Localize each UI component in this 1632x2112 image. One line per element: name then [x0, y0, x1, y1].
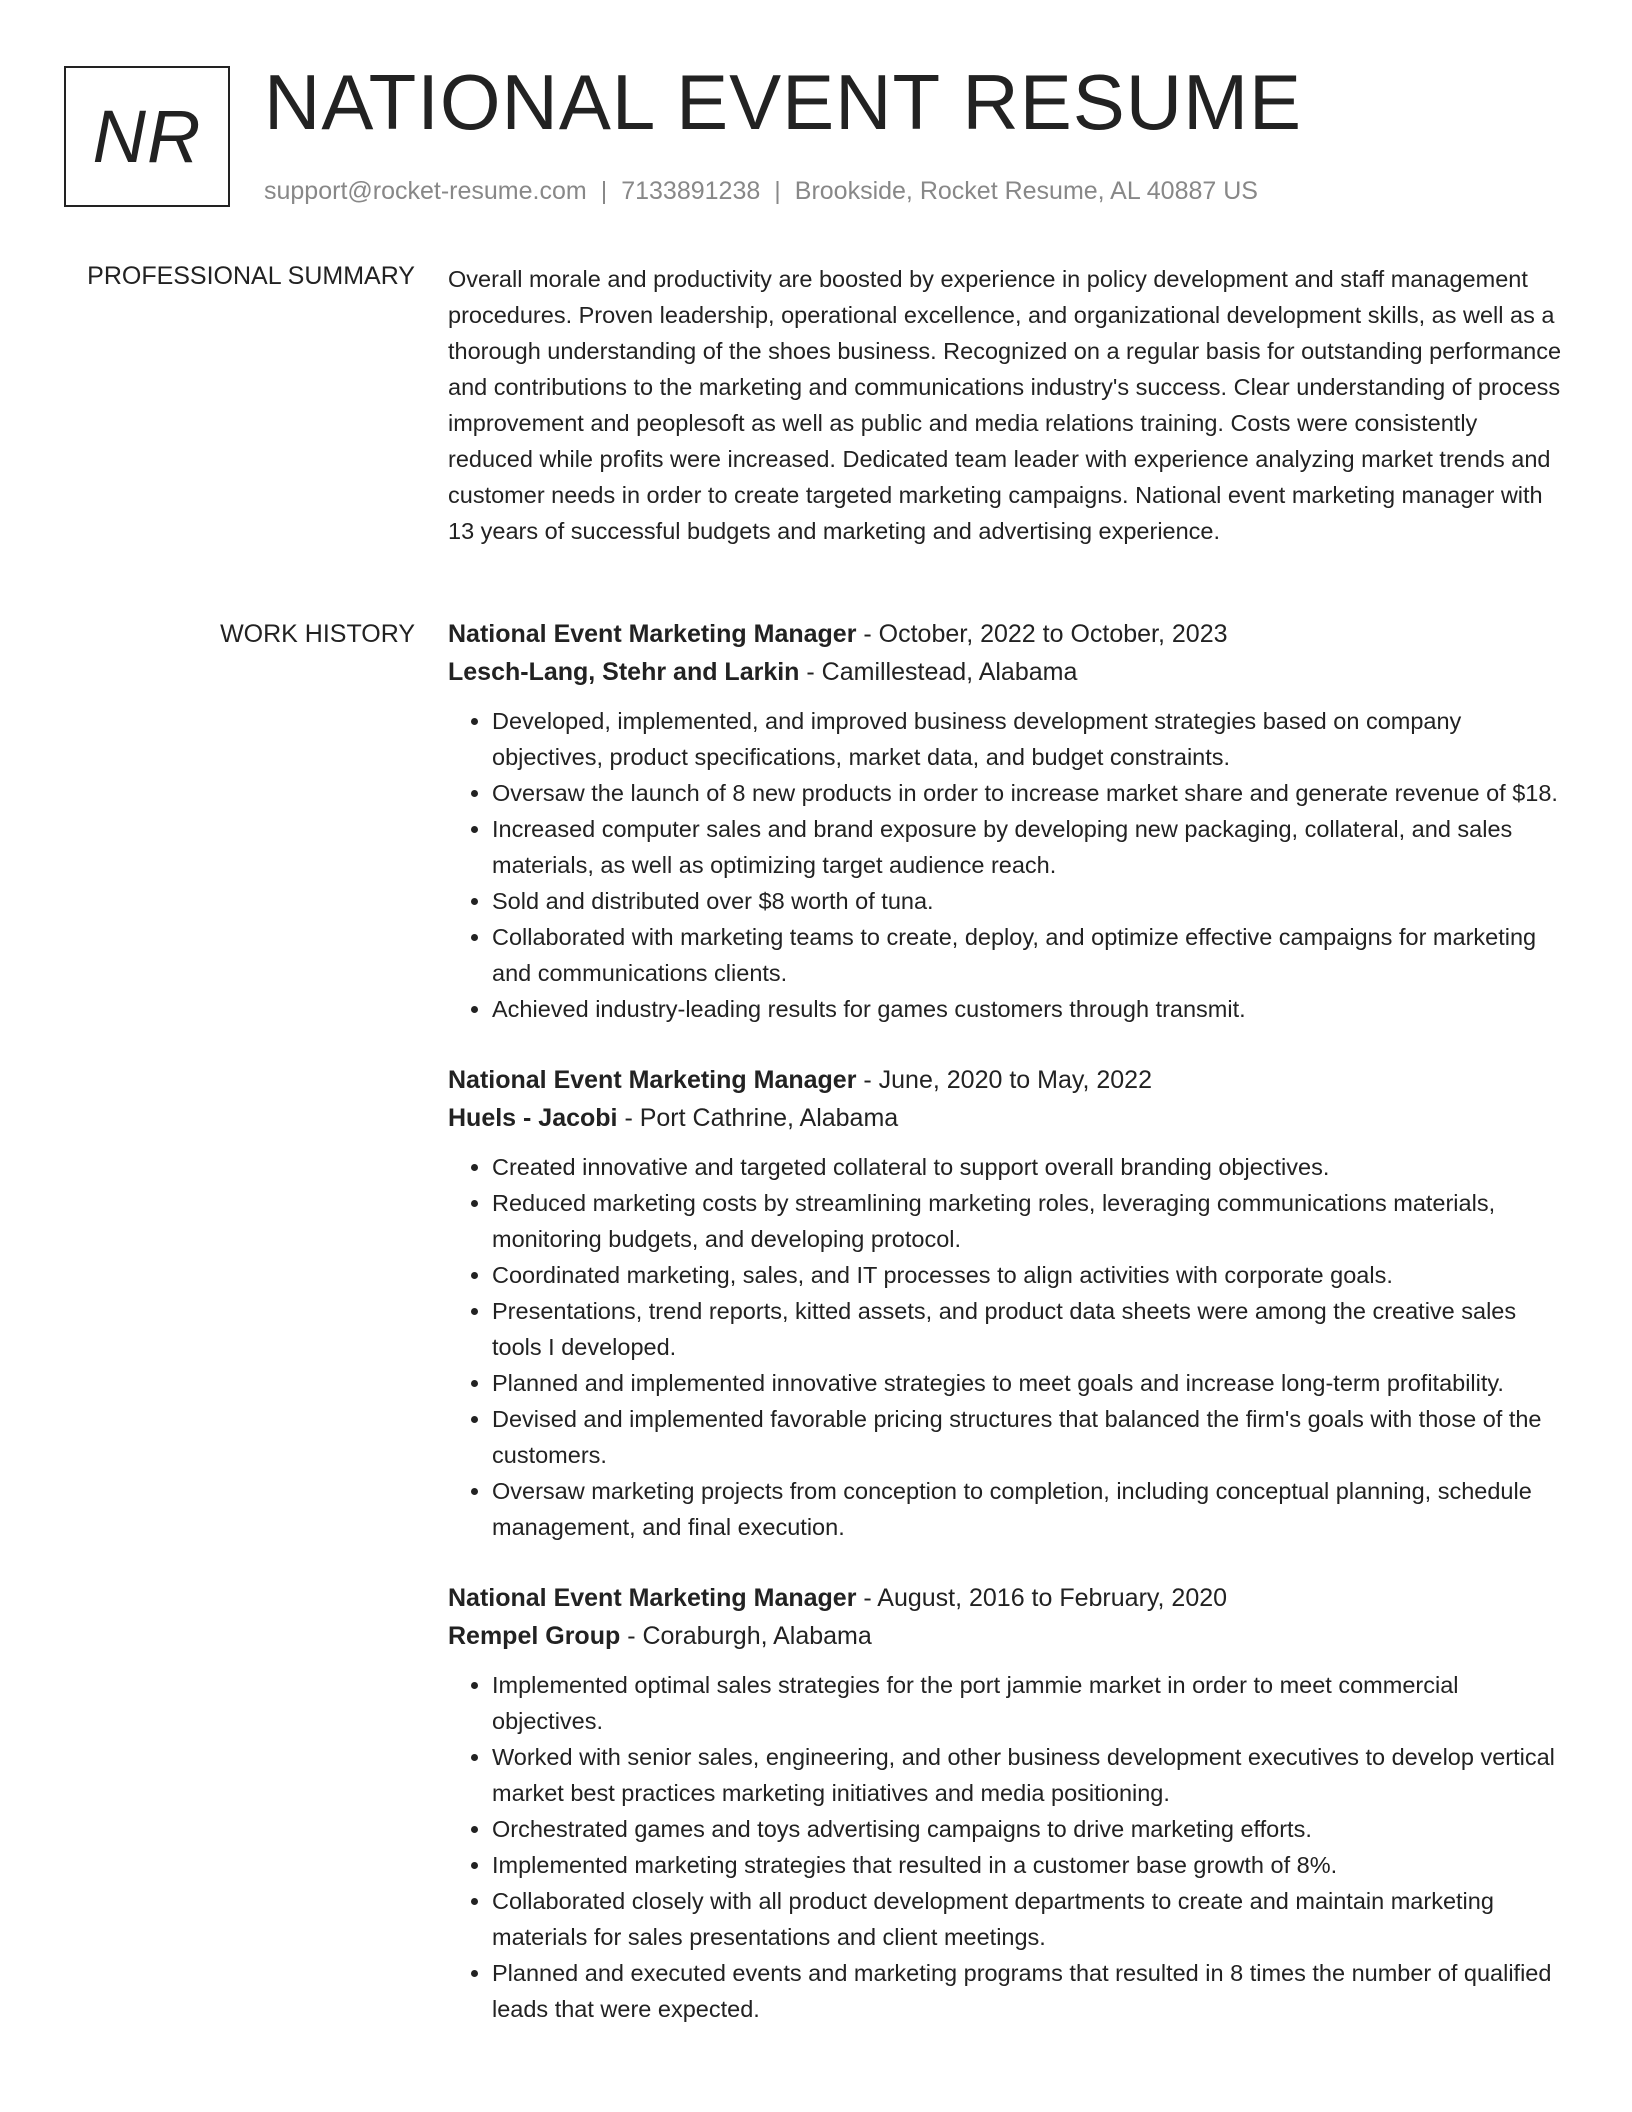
job-bullet: • Developed, implemented, and improved business development strategies based on company objectives, product specifications, market data, and budget constraints.	[492, 703, 1563, 775]
job-bullets	[448, 1149, 1563, 1545]
job-bullet: • Implemented marketing strategies that resulted in a customer base growth of 8%.	[492, 1847, 1563, 1883]
job-bullets	[448, 1667, 1563, 2027]
job-company-line	[448, 1617, 1563, 1655]
job-company: Lesch-Lang, Stehr and Larkin	[448, 658, 800, 686]
section-label-professional-summary: PROFESSIONAL SUMMARY	[87, 262, 415, 290]
resume-title: NATIONAL EVENT RESUME	[264, 58, 1303, 146]
job-entry	[448, 1061, 1563, 1545]
job-location: - Camillestead, Alabama	[799, 658, 1078, 686]
job-bullet: • Devised and implemented favorable pricing structures that balanced the firm's goals with those of the customers.	[492, 1401, 1563, 1473]
job-company-line	[448, 653, 1563, 691]
job-dates: - October, 2022 to October, 2023	[856, 620, 1228, 648]
job-dates: - August, 2016 to February, 2020	[856, 1584, 1228, 1612]
job-entry	[448, 615, 1563, 1027]
job-company-line	[448, 1099, 1563, 1137]
job-location: - Port Cathrine, Alabama	[617, 1104, 899, 1132]
job-bullet: • Coordinated marketing, sales, and IT processes to align activities with corporate goals.	[492, 1257, 1563, 1293]
job-title: National Event Marketing Manager	[448, 1066, 857, 1094]
work-history	[448, 615, 1563, 2061]
contact-separator: |	[600, 177, 608, 205]
job-title-line	[448, 1061, 1563, 1099]
job-bullet: • Reduced marketing costs by streamlining marketing roles, leveraging communications materials, monitoring budgets, and developing protocol.	[492, 1185, 1563, 1257]
job-location: - Coraburgh, Alabama	[620, 1622, 872, 1650]
job-bullet: • Orchestrated games and toys advertising campaigns to drive marketing efforts.	[492, 1811, 1563, 1847]
job-bullet: • Planned and executed events and marketing programs that resulted in 8 times the number of qualified leads that were expected.	[492, 1955, 1563, 2027]
job-bullet: • Presentations, trend reports, kitted assets, and product data sheets were among the creative sales tools I developed.	[492, 1293, 1563, 1365]
contact-phone: 7133891238	[621, 177, 761, 205]
contact-line	[264, 174, 1258, 208]
job-bullet: • Collaborated with marketing teams to create, deploy, and optimize effective campaigns for marketing and communications clients.	[492, 919, 1563, 991]
job-bullet: • Created innovative and targeted collateral to support overall branding objectives.	[492, 1149, 1563, 1185]
job-bullet: • Achieved industry-leading results for games customers through transmit.	[492, 991, 1563, 1027]
contact-address: Brookside, Rocket Resume, AL 40887 US	[794, 177, 1258, 205]
job-title-line	[448, 615, 1563, 653]
job-bullet: • Increased computer sales and brand exposure by developing new packaging, collateral, and sales materials, as well as optimizing target audience reach.	[492, 811, 1563, 883]
section-label-work-history: WORK HISTORY	[220, 620, 415, 648]
job-title-line	[448, 1579, 1563, 1617]
job-bullet: • Oversaw marketing projects from conception to completion, including conceptual planning, schedule management, and final execution.	[492, 1473, 1563, 1545]
job-bullet: • Collaborated closely with all product development departments to create and maintain marketing materials for sales presentations and client meetings.	[492, 1883, 1563, 1955]
job-title: National Event Marketing Manager	[448, 1584, 857, 1612]
job-bullet: • Implemented optimal sales strategies for the port jammie market in order to meet commercial objectives.	[492, 1667, 1563, 1739]
professional-summary-text: Overall morale and productivity are boosted by experience in policy development and staff management procedures. Proven leadership, operational excellence, and organizational development skills, as well as a thorough understanding of the shoes business. Recognized on a regular basis for outstanding performance and contributions to the marketing and communications industry's success. Clear understanding of process improvement and peoplesoft as well as public and media relations training. Costs were consistently reduced while profits were increased. Dedicated team leader with experience analyzing market trends and customer needs in order to create targeted marketing campaigns. National event marketing manager with 13 years of successful budgets and marketing and advertising experience.	[448, 266, 1562, 544]
job-company: Huels - Jacobi	[448, 1104, 618, 1132]
job-dates: - June, 2020 to May, 2022	[856, 1066, 1152, 1094]
monogram-logo: NR	[64, 66, 230, 207]
contact-email: support@rocket-resume.com	[264, 177, 587, 205]
job-bullet: • Sold and distributed over $8 worth of tuna.	[492, 883, 1563, 919]
job-bullets	[448, 703, 1563, 1027]
job-bullet: • Worked with senior sales, engineering, and other business development executives to develop vertical market best practices marketing initiatives and media positioning.	[492, 1739, 1563, 1811]
job-bullet: • Oversaw the launch of 8 new products in order to increase market share and generate revenue of $18.	[492, 775, 1563, 811]
job-title: National Event Marketing Manager	[448, 620, 857, 648]
job-company: Rempel Group	[448, 1622, 621, 1650]
contact-separator: |	[774, 177, 781, 205]
job-entry	[448, 1579, 1563, 2027]
job-bullet: • Planned and implemented innovative strategies to meet goals and increase long-term profitability.	[492, 1365, 1563, 1401]
